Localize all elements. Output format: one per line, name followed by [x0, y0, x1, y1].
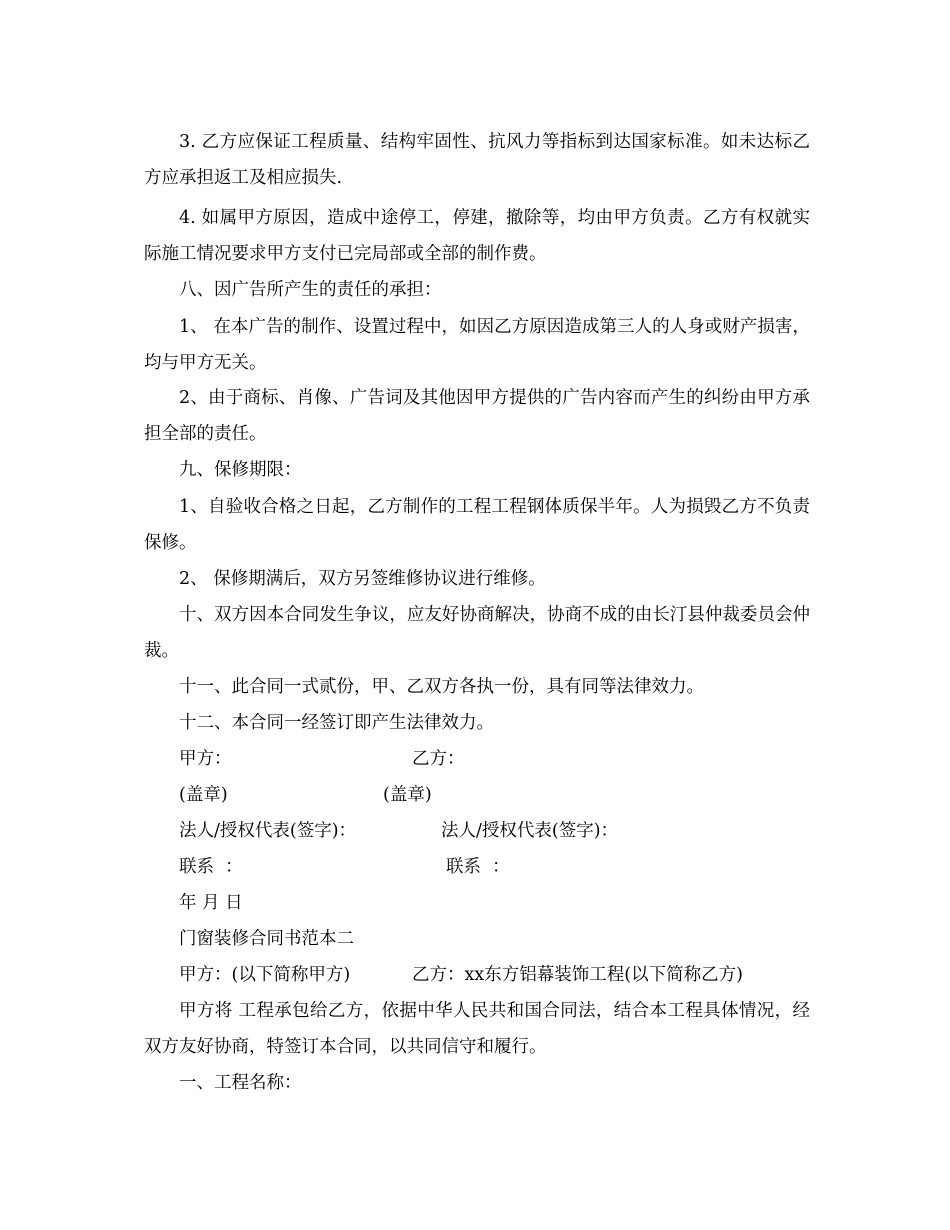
clause-8-2: 2、由于商标、肖像、广告词及其他因甲方提供的广告内容而产生的纠纷由甲方承担全部的责任。	[144, 388, 810, 444]
party-b-label: 乙方：	[412, 749, 465, 769]
seal-b: (盖章)	[383, 785, 432, 805]
clause-9-2: 2、 保修期满后，双方另签维修协议进行维修。	[179, 569, 546, 589]
contact-b: 联系 ：	[446, 857, 510, 877]
section-9-title: 九、保修期限：	[179, 460, 302, 480]
signature-date: 年 月 日	[179, 893, 243, 913]
section-10: 十、双方因本合同发生争议，应友好协商解决，协商不成的由长汀县仲裁委员会仲裁。	[144, 605, 810, 661]
contact-a: 联系 ：	[179, 857, 243, 877]
clause-8-1: 1、 在本广告的制作、设置过程中，如因乙方原因造成第三人的人身或财产损害，均与甲方无关。	[144, 317, 810, 373]
section-11: 十一、此合同一式贰份，甲、乙双方各执一份，具有同等法律效力。	[179, 677, 704, 697]
template-2-party-a: 甲方：(以下简称甲方)	[179, 965, 351, 985]
template-2-party-b: 乙方：xx东方铝幕装饰工程(以下简称乙方)	[412, 965, 743, 985]
template-2-intro: 甲方将 工程承包给乙方，依据中华人民共和国合同法，结合本工程具体情况，经双方友好协商，特签订本合同，以共同信守和履行。	[144, 1001, 810, 1057]
clause-7-4: 4. 如属甲方原因，造成中途停工，停建，撤除等，均由甲方负责。乙方有权就实际施工情况要求甲方支付已完局部或全部的制作费。	[144, 208, 810, 264]
representative-b: 法人/授权代表(签字)：	[441, 821, 619, 841]
template-2-section-1: 一、工程名称：	[179, 1073, 302, 1093]
section-8-title: 八、因广告所产生的责任的承担：	[179, 280, 442, 300]
representative-a: 法人/授权代表(签字)：	[179, 821, 357, 841]
clause-7-3: 3. 乙方应保证工程质量、结构牢固性、抗风力等指标到达国家标准。如未达标乙方应承担返工及相应损失.	[144, 132, 810, 188]
seal-a: (盖章)	[179, 785, 228, 805]
template-2-title: 门窗装修合同书范本二	[179, 929, 354, 949]
section-12: 十二、本合同一经签订即产生法律效力。	[179, 713, 494, 733]
clause-9-1: 1、自验收合格之日起，乙方制作的工程工程钢体质保半年。人为损毁乙方不负责保修。	[144, 497, 810, 553]
party-a-label: 甲方：	[179, 749, 232, 769]
